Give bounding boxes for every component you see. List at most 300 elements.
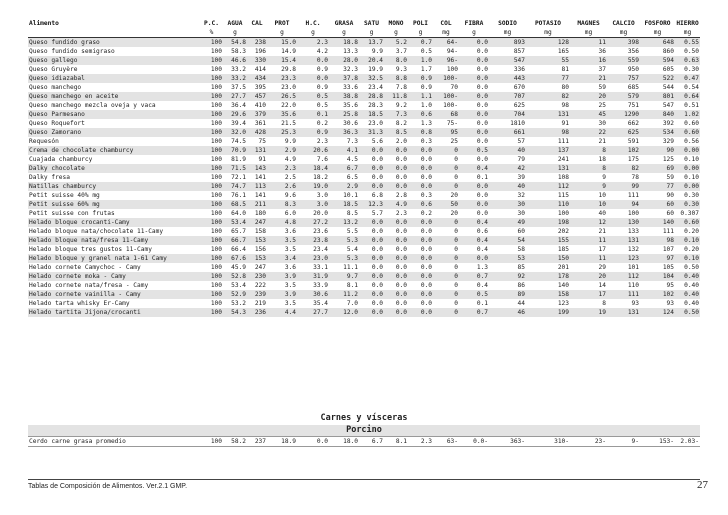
value-cell: 0.5 [459,146,489,155]
value-cell: 158 [247,227,267,236]
food-name-cell: Helado cornete moka - Camy [28,272,200,281]
value-cell: 0.2 [408,209,433,218]
value-cell: 111 [526,137,570,146]
value-cell: 0.0 [459,155,489,164]
value-cell: 33.2 [223,65,247,74]
value-cell: 0.9 [408,83,433,92]
value-cell: 0.9 [297,128,329,137]
value-cell: 35.6 [329,101,359,110]
value-cell: 10.1 [329,191,359,200]
value-cell: 165 [526,47,570,56]
value-cell: 100 [200,236,223,245]
value-cell: 153 [247,254,267,263]
value-cell: 100 [200,290,223,299]
value-cell: 0.30 [675,65,700,74]
food-name-cell: Cuajada chamburcy [28,155,200,164]
value-cell: 89 [489,290,526,299]
value-cell: 8.1 [384,437,408,447]
value-cell: 0.6 [408,110,433,119]
column-unit: mg [640,28,675,38]
column-unit: mg [675,28,700,38]
value-cell: 591 [607,137,640,146]
value-cell: 58.2 [223,437,247,447]
value-cell: 15.4 [267,56,297,65]
value-cell: 94 [607,200,640,209]
column-header: MONO [388,20,404,27]
value-cell: 0.0 [359,227,384,236]
value-cell: 605 [640,65,675,74]
value-cell: 100 [200,65,223,74]
value-cell: 31.3 [359,128,384,137]
value-cell: 131 [526,110,570,119]
value-cell: 0.0 [384,227,408,236]
value-cell: 0.7 [408,38,433,48]
value-cell: 2.5 [267,173,297,182]
food-name-cell: Helado tarta whisky Er-Camy [28,299,200,308]
value-cell: 0.0 [359,263,384,272]
value-cell: 108 [526,173,570,182]
value-cell: 0.0 [384,146,408,155]
value-cell: 2.03- [675,437,700,447]
value-cell: 30 [489,209,526,218]
value-cell: 100 [200,83,223,92]
value-cell: 53 [489,254,526,263]
value-cell: 0.0 [384,281,408,290]
value-cell: 0.4 [459,245,489,254]
value-cell: 30 [489,200,526,209]
value-cell: 0.00 [675,182,700,191]
value-cell: 0.0 [408,218,433,227]
value-cell: 93 [640,299,675,308]
value-cell: 28.8 [359,92,384,101]
value-cell: 0.0 [459,56,489,65]
value-cell: 1.7 [408,65,433,74]
column-unit: g [384,28,408,38]
value-cell: 0.47 [675,74,700,83]
value-cell: 49 [489,218,526,227]
food-name-cell: Helado bloque y granel nata 1-61 Camy [28,254,200,263]
value-cell: 0.54 [675,83,700,92]
value-cell: 54 [489,236,526,245]
value-cell: 0.60 [675,119,700,128]
value-cell: 20.0 [297,209,329,218]
value-cell: 100 [200,38,223,48]
value-cell: 329 [640,137,675,146]
table-row [28,236,700,245]
value-cell: 0.0 [408,290,433,299]
value-cell: 74.5 [223,137,247,146]
table-row [28,290,700,299]
value-cell: 5.4 [329,245,359,254]
value-cell: 0.0 [459,101,489,110]
value-cell: 46.6 [223,56,247,65]
value-cell: 2.3 [267,164,297,173]
value-cell: 0.0 [359,182,384,191]
value-cell: 3.5 [267,245,297,254]
value-cell: 7.8 [384,83,408,92]
value-cell: 857 [489,47,526,56]
value-cell: 82 [526,92,570,101]
value-cell: 196 [247,47,267,56]
value-cell: 7.6 [297,155,329,164]
value-cell: 5.6 [359,137,384,146]
value-cell: 19.0 [297,182,329,191]
value-cell: 100 [200,128,223,137]
value-cell: 0.0 [384,236,408,245]
value-cell: 11.8 [384,92,408,101]
value-cell: 0.0 [408,182,433,191]
value-cell: 71.5 [223,164,247,173]
column-header: Alimento [29,20,59,27]
value-cell: 0.0 [459,74,489,83]
value-cell: 0.20 [675,227,700,236]
value-cell: 20.6 [297,146,329,155]
value-cell: 0.0 [459,182,489,191]
value-cell: 54.8 [223,38,247,48]
value-cell: 202 [526,227,570,236]
value-cell: 3.4 [267,254,297,263]
value-cell: 32.5 [359,74,384,83]
value-cell: 6.8 [359,191,384,200]
value-cell: 1.3 [459,263,489,272]
value-cell: 131 [247,146,267,155]
table-row [28,209,700,218]
food-name-cell: Queso idiazabal [28,74,200,83]
value-cell: 123 [607,254,640,263]
value-cell: 0.6 [408,200,433,209]
column-header: CAL [251,20,263,27]
value-cell: 0.0 [408,164,433,173]
value-cell: 11.1 [329,263,359,272]
value-cell: 12.0 [329,308,359,317]
header-row [28,19,700,28]
table-row [28,299,700,308]
value-cell: 101 [607,263,640,272]
value-cell: 398 [607,38,640,48]
value-cell: 0.0 [408,299,433,308]
food-name-cell: Queso gallego [28,56,200,65]
value-cell: 65.7 [223,227,247,236]
value-cell: 0.40 [675,299,700,308]
value-cell: 199 [526,308,570,317]
value-cell: 33.2 [223,74,247,83]
table-row [28,83,700,92]
value-cell: 153 [247,236,267,245]
value-cell: 107 [640,245,675,254]
value-cell: 63- [433,437,459,447]
value-cell: 36 [570,47,607,56]
value-cell: 0 [433,245,459,254]
value-cell: 6.5 [329,173,359,182]
table-row [28,164,700,173]
value-cell: 18.4 [297,164,329,173]
table-row [28,65,700,74]
value-cell: 100 [200,182,223,191]
value-cell: 81.9 [223,155,247,164]
value-cell: 0.0 [408,281,433,290]
value-cell: 2.9 [329,182,359,191]
value-cell: 670 [489,83,526,92]
value-cell: 0.7 [459,272,489,281]
value-cell: 0.10 [675,236,700,245]
value-cell: 0.56 [675,137,700,146]
table-row [28,437,700,447]
value-cell: 98 [526,128,570,137]
value-cell: 0.0 [384,308,408,317]
value-cell: 8.8 [384,74,408,83]
table-row [28,227,700,236]
value-cell: 36.3 [329,128,359,137]
value-cell: 100 [200,137,223,146]
value-cell: 29.8 [267,65,297,74]
value-cell: 100 [200,47,223,56]
value-cell: 0.1 [459,173,489,182]
value-cell: 950 [607,65,640,74]
value-cell: 100 [200,263,223,272]
value-cell: 0.0 [408,254,433,263]
value-cell: 38.8 [329,92,359,101]
table-row [28,191,700,200]
value-cell: 0.40 [675,281,700,290]
column-unit: % [200,28,223,38]
value-cell: 42 [489,164,526,173]
value-cell: 9.9 [267,137,297,146]
value-cell: 685 [607,83,640,92]
value-cell: 0.0 [408,227,433,236]
value-cell: 17 [570,245,607,254]
value-cell: 3.0 [297,200,329,209]
value-cell: 100 [200,92,223,101]
value-cell: 0.0 [459,200,489,209]
value-cell: 392 [640,119,675,128]
value-cell: 0 [433,182,459,191]
value-cell: 32.0 [223,128,247,137]
food-name-cell: Cerdo carne grasa promedio [28,437,200,447]
value-cell: 0.0 [384,164,408,173]
nutrition-table [28,19,700,317]
value-cell: 8 [570,299,607,308]
value-cell: 3.9 [267,290,297,299]
value-cell: 86 [489,281,526,290]
table-body [28,38,700,318]
value-cell: 112 [526,182,570,191]
value-cell: 27.7 [223,92,247,101]
value-cell: 13.2 [329,218,359,227]
food-name-cell: Helado bloque crocanti-Camy [28,218,200,227]
value-cell: 0.3 [408,191,433,200]
value-cell: 37.8 [329,74,359,83]
food-name-cell: Petit suisse 40% mg [28,191,200,200]
value-cell: 58.3 [223,47,247,56]
value-cell: 363- [489,437,526,447]
value-cell: 0 [433,173,459,182]
column-unit: g [359,28,384,38]
value-cell: 27.2 [297,218,329,227]
value-cell: 840 [640,110,675,119]
value-cell: 111 [640,227,675,236]
value-cell: 0 [433,254,459,263]
value-cell: 2.3 [408,437,433,447]
value-cell: 20 [433,191,459,200]
food-name-cell: Crema de chocolate chamburcy [28,146,200,155]
value-cell: 547 [489,56,526,65]
value-cell: 0.0 [459,209,489,218]
value-cell: 140 [640,218,675,227]
value-cell: 410 [247,101,267,110]
value-cell: 3.9 [267,272,297,281]
value-cell: 0.0 [408,308,433,317]
table-row [28,254,700,263]
value-cell: 6.7 [329,164,359,173]
value-cell: 20.4 [359,56,384,65]
value-cell: 28.3 [359,101,384,110]
value-cell: 100- [433,101,459,110]
value-cell: 0.0 [359,299,384,308]
value-cell: 1810 [489,119,526,128]
value-cell: 100 [200,437,223,447]
column-unit: g [267,28,297,38]
table-row [28,308,700,317]
value-cell: 4.4 [267,308,297,317]
value-cell: 625 [489,101,526,110]
value-cell: 0 [433,299,459,308]
value-cell: 52.9 [223,290,247,299]
value-cell: 241 [526,155,570,164]
value-cell: 69 [640,164,675,173]
value-cell: 2.3 [297,137,329,146]
column-header: FIBRA [464,20,484,27]
value-cell: 0.0 [359,218,384,227]
value-cell: 0.7 [459,308,489,317]
value-cell: 100 [200,110,223,119]
value-cell: 2.9 [267,146,297,155]
value-cell: 64- [433,38,459,48]
value-cell: 198 [526,218,570,227]
column-header: FOSFORO [644,20,671,27]
food-name-cell: Natillas chamburcy [28,182,200,191]
column-header: COL [440,20,452,27]
value-cell: 16 [570,56,607,65]
value-cell: 158 [526,290,570,299]
value-cell: 704 [489,110,526,119]
value-cell: 68 [433,110,459,119]
value-cell: 330 [247,56,267,65]
value-cell: 26.5 [267,92,297,101]
table-row [28,218,700,227]
value-cell: 95 [640,281,675,290]
value-cell: 0.0 [459,83,489,92]
value-cell: 0.0 [297,437,329,447]
value-cell: 94- [433,47,459,56]
value-cell: 0.0 [384,254,408,263]
value-cell: 0.0 [408,173,433,182]
value-cell: 4.9 [267,155,297,164]
value-cell: 662 [607,119,640,128]
food-name-cell: Dalky chocolate [28,164,200,173]
value-cell: 0 [433,236,459,245]
value-cell: 7.3 [329,137,359,146]
value-cell: 100 [200,155,223,164]
value-cell: 141 [247,173,267,182]
value-cell: 1.1 [408,92,433,101]
value-cell: 0.0 [408,245,433,254]
value-cell: 3.0 [297,191,329,200]
value-cell: 3.6 [267,263,297,272]
value-cell: 0.0 [359,281,384,290]
value-cell: 15.0 [267,38,297,48]
column-header: P.C. [204,20,219,27]
value-cell: 53.4 [223,281,247,290]
food-name-cell: Helado cornete nata/fresa - Camy [28,281,200,290]
table-row [28,146,700,155]
value-cell: 25 [433,137,459,146]
value-cell: 247 [247,263,267,272]
value-cell: 29.6 [223,110,247,119]
value-cell: 155 [526,236,570,245]
value-cell: 18.5 [359,110,384,119]
value-cell: 30.6 [297,290,329,299]
value-cell: 90 [640,191,675,200]
value-cell: 0.0 [297,56,329,65]
value-cell: 100 [607,209,640,218]
column-header: HIERRO [676,20,699,27]
table-row [28,47,700,56]
value-cell: 0.00 [675,146,700,155]
value-cell: 336 [489,65,526,74]
value-cell: 5.3 [329,236,359,245]
value-cell: 37.5 [223,83,247,92]
value-cell: 100 [200,74,223,83]
value-cell: 8 [570,164,607,173]
value-cell: 67.6 [223,254,247,263]
value-cell: 110 [526,200,570,209]
value-cell: 18.5 [329,200,359,209]
value-cell: 0.0 [459,137,489,146]
value-cell: 180 [247,209,267,218]
value-cell: 4.9 [384,200,408,209]
value-cell: 9.3 [384,65,408,74]
value-cell: 178 [526,272,570,281]
food-name-cell: Queso Gruyère [28,65,200,74]
food-name-cell: Helado bloque nata/chocolate 11-Camy [28,227,200,236]
value-cell: 11.2 [329,290,359,299]
value-cell: 100 [433,65,459,74]
value-cell: 45 [570,110,607,119]
table-row [28,182,700,191]
value-cell: 0 [433,263,459,272]
value-cell: 0.0 [459,254,489,263]
page-footer [28,479,708,491]
nutrition-table-container [28,19,700,317]
value-cell: 100 [200,281,223,290]
value-cell: 21 [570,227,607,236]
value-cell: 52.8 [223,272,247,281]
value-cell: 3.5 [267,281,297,290]
table-row [28,137,700,146]
value-cell: 30.6 [329,119,359,128]
value-cell: 32.3 [329,65,359,74]
section-title: Carnes y vísceras [28,413,700,424]
value-cell: 13.7 [359,38,384,48]
value-cell: 0.55 [675,38,700,48]
value-cell: 0 [433,218,459,227]
value-cell: 751 [607,101,640,110]
footer-text: Tablas de Composición de Alimentos. Ver.2.1 GMP. [28,483,188,490]
value-cell: 80 [526,83,570,92]
value-cell: 0.0 [384,182,408,191]
value-cell: 100 [200,191,223,200]
food-name-cell: Queso fundido graso [28,38,200,48]
